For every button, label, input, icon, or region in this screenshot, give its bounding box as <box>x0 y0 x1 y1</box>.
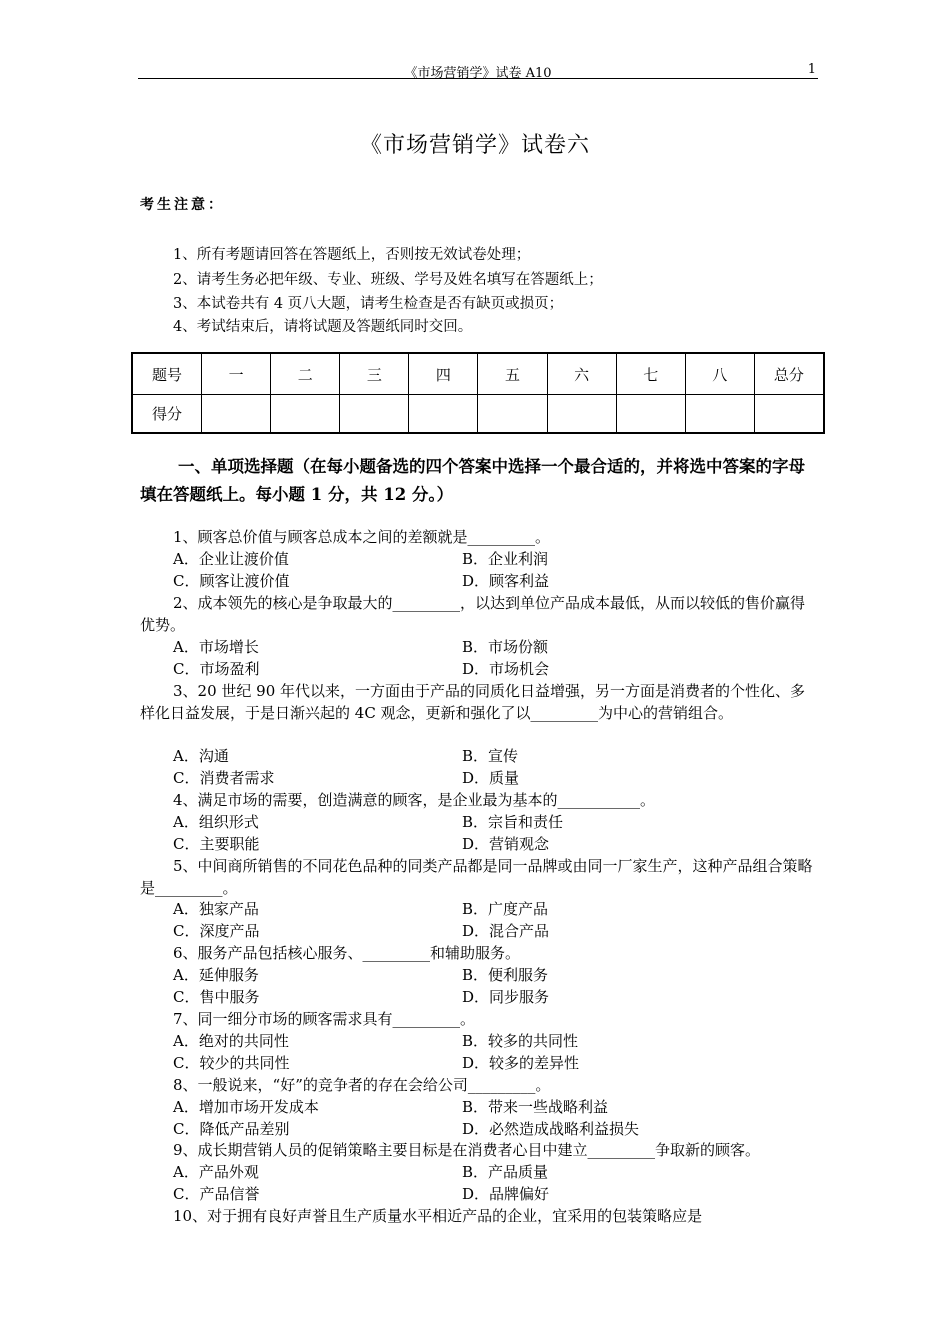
option-d: D．必然造成战略利益损失 <box>462 1120 640 1138</box>
option-d: D．较多的差异性 <box>462 1054 580 1072</box>
option-c: C．较少的共同性 <box>173 1054 290 1072</box>
question-stem: 2、成本领先的核心是争取最大的_________，以达到单位产品成本最低，从而以较低的售价赢得优势。 <box>140 594 806 634</box>
notice-item: 2、请考生务必把年级、专业、班级、学号及姓名填写在答题纸上； <box>173 272 603 288</box>
option-b: B．较多的共同性 <box>462 1032 579 1050</box>
option-b: B．便利服务 <box>462 966 549 984</box>
header-page-number: 1 <box>807 62 816 77</box>
question-stem: 8、一般说来，“好”的竞争者的存在会给公司_________。 <box>173 1076 551 1094</box>
question-stem: 4、满足市场的需要，创造满意的顾客，是企业最为基本的___________。 <box>173 791 656 809</box>
section-1-heading <box>140 453 820 509</box>
notice-item: 3、本试卷共有 4 页八大题，请考生检查是否有缺页或损页； <box>173 296 564 312</box>
notice-heading: 考生注意： <box>140 197 225 213</box>
option-b: B．市场份额 <box>462 638 549 656</box>
option-a: A．绝对的共同性 <box>173 1032 289 1050</box>
header-title: 《市场营销学》试卷 A10 <box>404 66 552 81</box>
page-header <box>138 60 818 79</box>
option-a: A．组织形式 <box>173 813 259 831</box>
score-header-cell: 五 <box>478 353 547 395</box>
option-d: D．品牌偏好 <box>462 1185 550 1203</box>
section-1-heading-text: 一、单项选择题（在每小题备选的四个答案中选择一个最合适的，并将选中答案的字母填在答题纸上。每小题 1 分，共 12 分。） <box>140 457 805 504</box>
question-stem: 5、中间商所销售的不同花色品种的同类产品都是同一品牌或由同一厂家生产，这种产品组合策略是_________。 <box>140 857 813 897</box>
score-table-header-row <box>132 353 824 395</box>
option-b: B．宣传 <box>462 747 519 765</box>
notice-item: 1、所有考题请回答在答题纸上，否则按无效试卷处理； <box>173 247 531 263</box>
notice-item: 4、考试结束后，请将试题及答题纸同时交回。 <box>173 319 473 335</box>
document-title: 《市场营销学》试卷六 <box>359 133 590 158</box>
option-b: B．产品质量 <box>462 1163 549 1181</box>
option-b: B．广度产品 <box>462 900 549 918</box>
question-stem: 3、20 世纪 90 年代以来，一方面由于产品的同质化日益增强，另一方面是消费者的个性化、多样化日益发展，于是日渐兴起的 4C 观念，更新和强化了以_________为中心的营销组合。 <box>140 682 806 722</box>
score-table-score-row <box>132 395 824 434</box>
option-d: D．顾客利益 <box>462 572 550 590</box>
option-a: A．延伸服务 <box>173 966 259 984</box>
option-d: D．质量 <box>462 769 520 787</box>
score-cell <box>616 395 685 434</box>
question-stem: 7、同一细分市场的顾客需求具有_________。 <box>173 1010 476 1028</box>
score-header-cell: 六 <box>547 353 616 395</box>
option-b: B．宗旨和责任 <box>462 813 564 831</box>
score-row-label: 得分 <box>132 395 202 434</box>
option-a: A．产品外观 <box>173 1163 259 1181</box>
score-cell <box>271 395 340 434</box>
option-c: C．消费者需求 <box>173 769 275 787</box>
score-header-cell: 二 <box>271 353 340 395</box>
option-b: B．带来一些战略利益 <box>462 1098 609 1116</box>
score-cell <box>478 395 547 434</box>
option-c: C．顾客让渡价值 <box>173 572 290 590</box>
option-a: A．企业让渡价值 <box>173 550 289 568</box>
option-d: D．市场机会 <box>462 660 550 678</box>
score-cell <box>754 395 824 434</box>
score-header-cell: 七 <box>616 353 685 395</box>
option-c: C．深度产品 <box>173 922 260 940</box>
score-table <box>131 352 825 434</box>
question-stem: 1、顾客总价值与顾客总成本之间的差额就是_________。 <box>173 528 551 546</box>
option-c: C．主要职能 <box>173 835 260 853</box>
option-a: A．增加市场开发成本 <box>173 1098 319 1116</box>
score-header-cell: 一 <box>202 353 271 395</box>
score-header-cell: 三 <box>340 353 409 395</box>
score-cell <box>202 395 271 434</box>
score-header-cell: 八 <box>685 353 754 395</box>
score-header-cell: 四 <box>409 353 478 395</box>
option-b: B．企业利润 <box>462 550 549 568</box>
option-a: A．独家产品 <box>173 900 259 918</box>
option-d: D．营销观念 <box>462 835 550 853</box>
question-stem: 10、对于拥有良好声誉且生产质量水平相近产品的企业，宜采用的包装策略应是 <box>173 1207 703 1225</box>
option-c: C．市场盈利 <box>173 660 260 678</box>
question-stem: 6、服务产品包括核心服务、_________和辅助服务。 <box>173 944 521 962</box>
score-header-cell: 题号 <box>132 353 202 395</box>
option-d: D．混合产品 <box>462 922 550 940</box>
score-header-cell: 总分 <box>754 353 824 395</box>
score-cell <box>340 395 409 434</box>
option-d: D．同步服务 <box>462 988 550 1006</box>
question-stem: 9、成长期营销人员的促销策略主要目标是在消费者心目中建立_________争取新的顾客。 <box>173 1141 761 1159</box>
score-cell <box>685 395 754 434</box>
score-cell <box>409 395 478 434</box>
option-c: C．售中服务 <box>173 988 260 1006</box>
score-cell <box>547 395 616 434</box>
option-a: A．市场增长 <box>173 638 259 656</box>
option-c: C．产品信誉 <box>173 1185 260 1203</box>
option-a: A．沟通 <box>173 747 229 765</box>
option-c: C．降低产品差别 <box>173 1120 290 1138</box>
